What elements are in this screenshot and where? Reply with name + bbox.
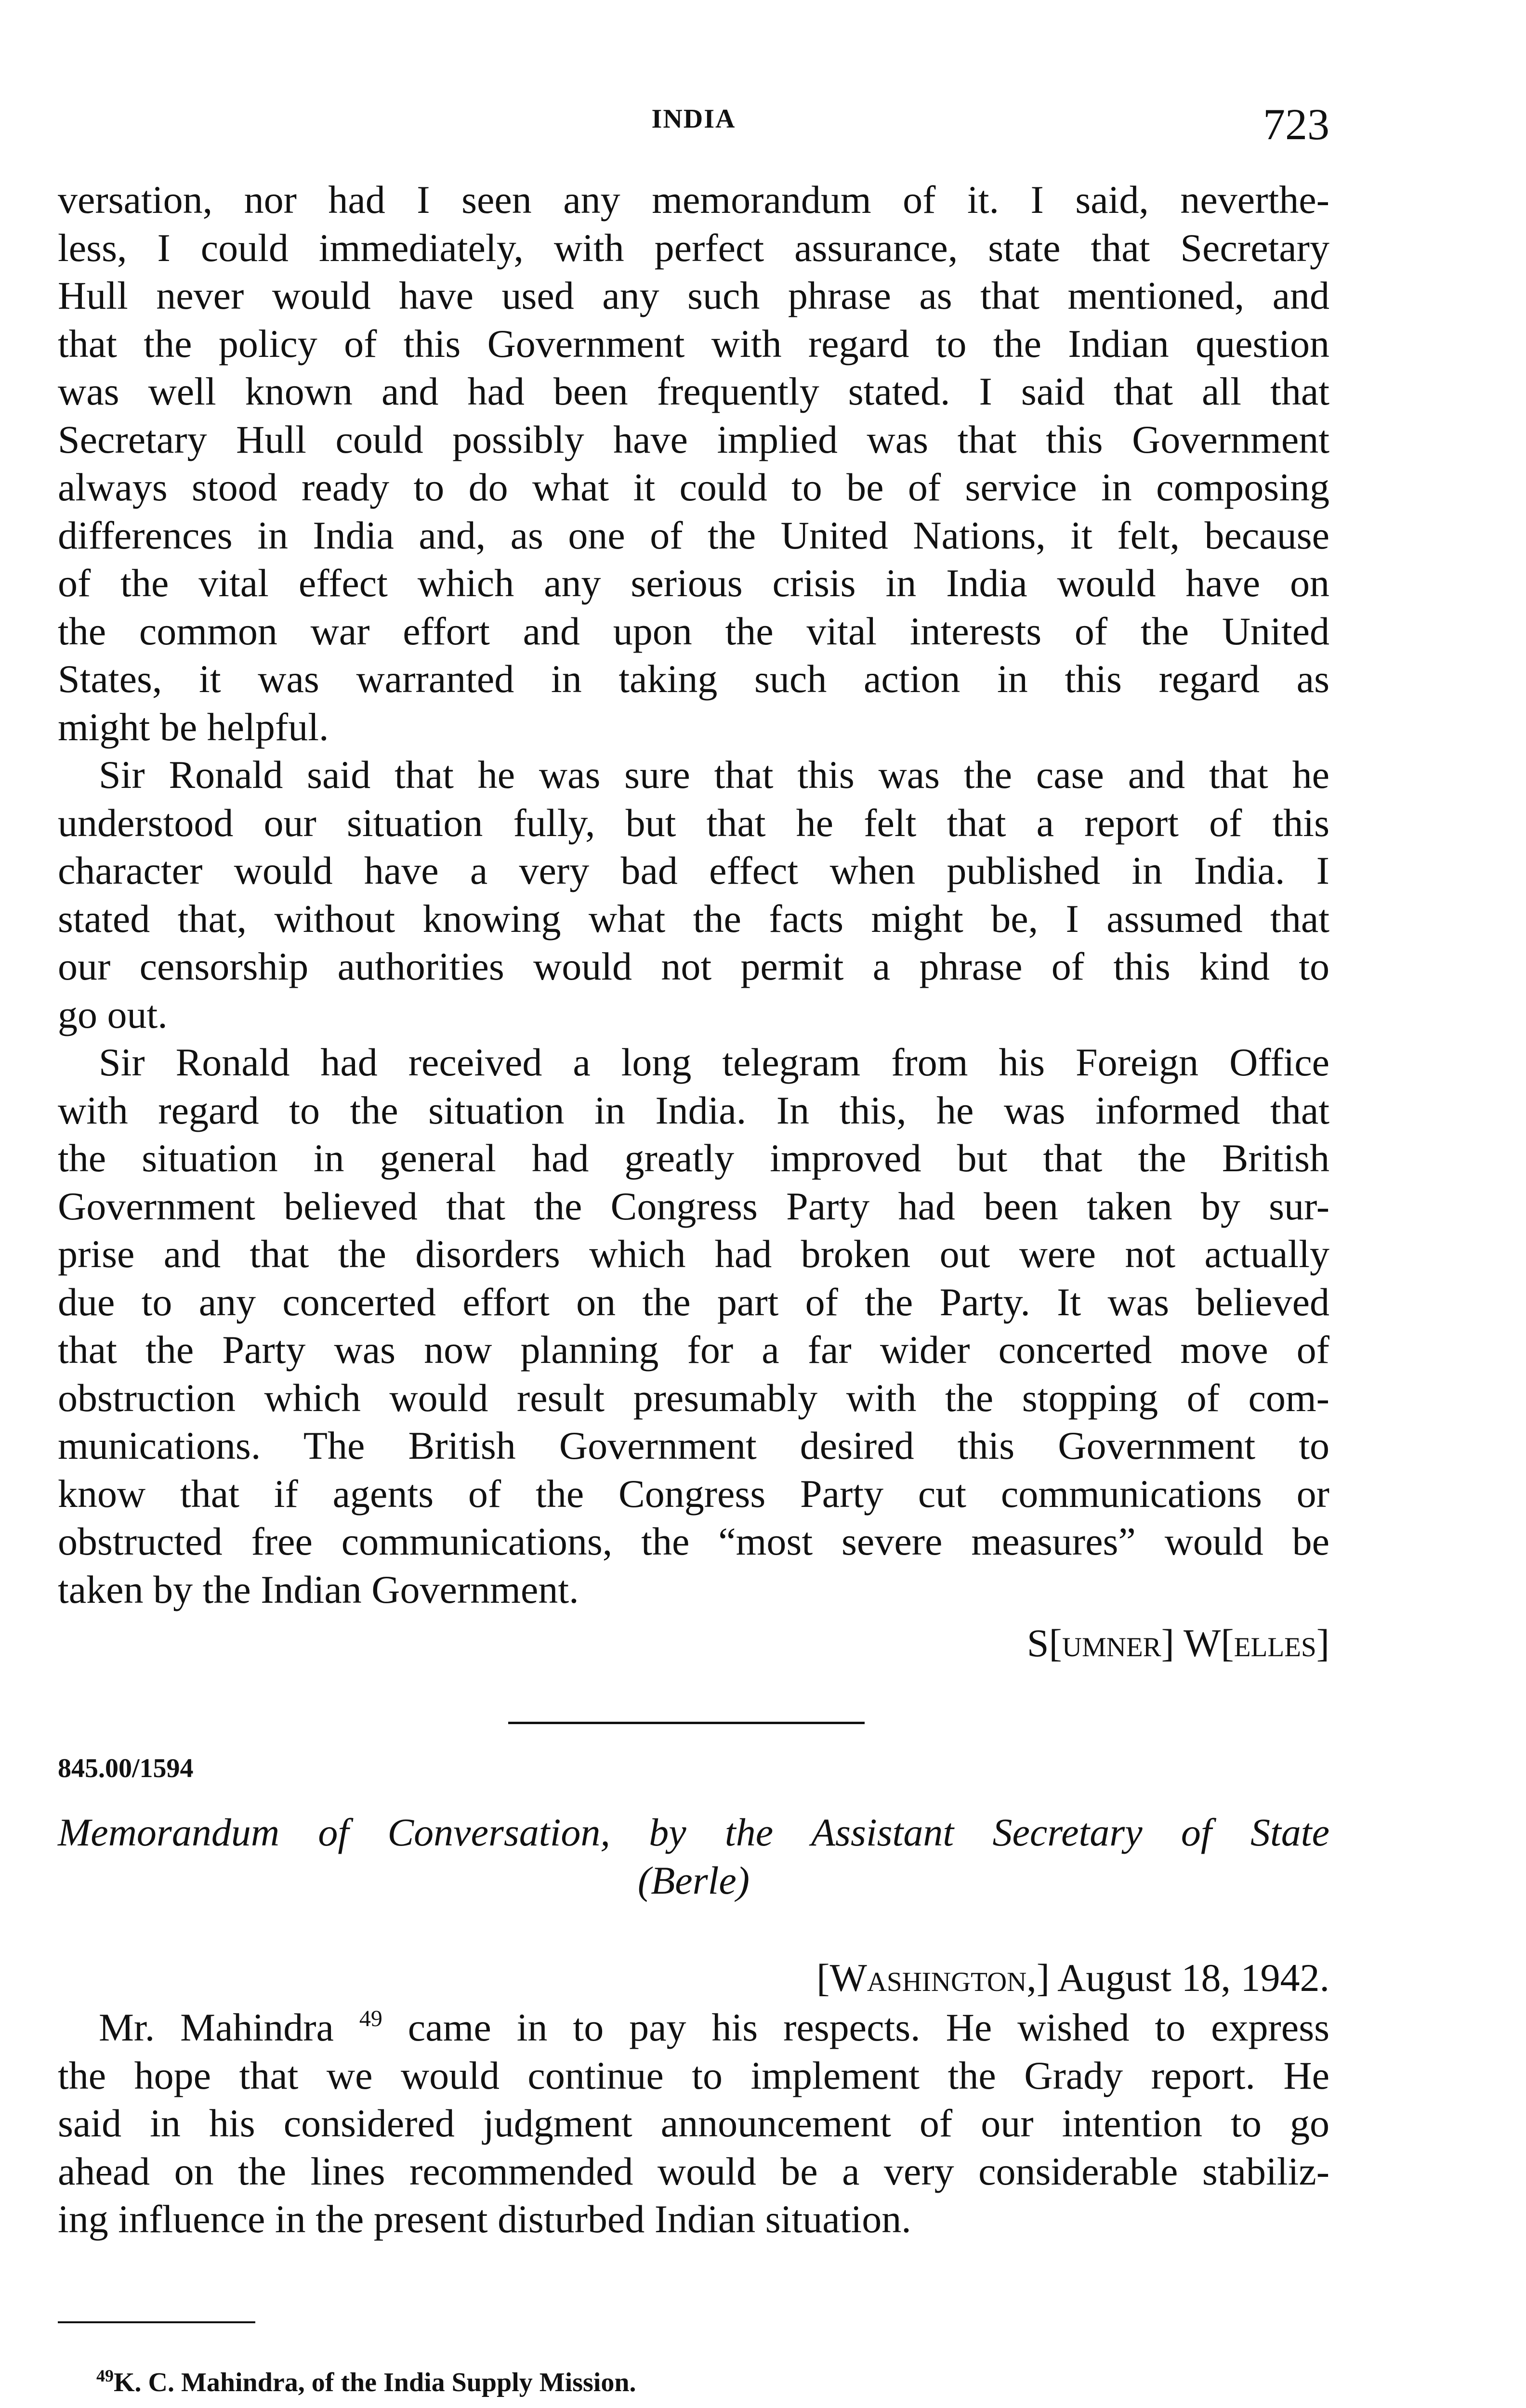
signature-part: ] W[ (1161, 1621, 1234, 1665)
text-line: munications. The British Government desired this Government to (58, 1424, 1329, 1467)
text-line: Sir Ronald had received a long telegram from his Foreign Office (99, 1040, 1329, 1084)
text-line: know that if agents of the Congress Party cut communications or (58, 1471, 1329, 1516)
footnote-number: 49 (96, 2366, 114, 2385)
text-line: might be helpful. (58, 705, 329, 749)
section-divider (508, 1722, 865, 1724)
text-line: the situation in general had greatly improved but that the British (58, 1136, 1329, 1180)
footnote-ref: 49 (359, 2006, 382, 2031)
text-line: said in his considered judgment announcement of our intention to go (58, 2101, 1329, 2145)
text-line: States, it was warranted in taking such action in this regard as (58, 657, 1329, 701)
footnote-rule (58, 2321, 255, 2323)
page-number: 723 (1263, 100, 1329, 149)
text-line: ahead on the lines recommended would be a very considerable stabiliz- (58, 2149, 1329, 2193)
section1-text (58, 176, 1329, 1613)
dateline-place: Washington (829, 1956, 1027, 2000)
text-line: obstructed free communications, the “most severe measures” would be (58, 1519, 1329, 1563)
text-line: Hull never would have used any such phrase as that mentioned, and (58, 274, 1329, 317)
text-line: with regard to the situation in India. In this, he was informed that (58, 1088, 1329, 1132)
text-line (58, 2003, 1329, 2052)
text-span: Mr. Mahindra (99, 2005, 334, 2049)
title-line: (Berle) (637, 1858, 750, 1902)
text-line: of the vital effect which any serious crisis in India would have on (58, 561, 1329, 605)
text-line: character would have a very bad effect when published in India. I (58, 849, 1329, 892)
text-line: stated that, without knowing what the facts might be, I assumed that (58, 896, 1329, 941)
text-line: taken by the Indian Government. (58, 1567, 579, 1611)
section2-text (58, 2003, 1329, 2243)
text-line: the hope that we would continue to implement the Grady report. He (58, 2053, 1329, 2097)
signature-part: S[ (1026, 1621, 1062, 1665)
running-head: INDIA (651, 104, 736, 134)
signature-part: elles (1234, 1621, 1316, 1665)
text-line: prise and that the disorders which had broken out were not actually (58, 1232, 1329, 1276)
text-line: was well known and had been frequently stated. I said that all that (58, 369, 1329, 413)
text-line: understood our situation fully, but that he felt that a report of this (58, 800, 1329, 845)
page-header (58, 99, 1329, 157)
text-line: always stood ready to do what it could to be of service in composing (58, 465, 1329, 509)
text-line: versation, nor had I seen any memorandum of it. I said, neverthe- (58, 178, 1329, 222)
text-line: differences in India and, as one of the United Nations, it felt, because (58, 513, 1329, 557)
text-line: obstruction which would result presumably with the stopping of com- (58, 1375, 1329, 1420)
text-line: Secretary Hull could possibly have implied was that this Government (58, 417, 1329, 461)
dateline-part: ,] August 18, 1942. (1026, 1956, 1329, 2000)
signature-part: ] (1316, 1621, 1329, 1665)
text-line: that the policy of this Government with regard to the Indian question (58, 321, 1329, 366)
footnote-text: K. C. Mahindra, of the India Supply Mission. (114, 2368, 636, 2397)
footnote (96, 2367, 636, 2398)
file-number: 845.00/1594 (58, 1754, 194, 1783)
text-line: our censorship authorities would not permit a phrase of this kind to (58, 944, 1329, 988)
text-line: Government believed that the Congress Party had been taken by sur- (58, 1184, 1329, 1228)
text-line: Sir Ronald said that he was sure that this was the case and that he (99, 753, 1329, 797)
dateline (58, 1955, 1329, 2001)
text-line: go out. (58, 992, 168, 1036)
text-line: due to any concerted effort on the part of the Party. It was believed (58, 1280, 1329, 1324)
signature-part: umner (1062, 1621, 1161, 1665)
signature (58, 1621, 1329, 1666)
dateline-part: [ (816, 1956, 830, 2000)
text-line: less, I could immediately, with perfect assurance, state that Secretary (58, 225, 1329, 270)
title-line: Memorandum of Conversation, by the Assistant Secretary of State (58, 1810, 1329, 1854)
text-line: ing influence in the present disturbed Indian situation. (58, 2197, 911, 2241)
document-title (58, 1808, 1329, 1905)
text-line: the common war effort and upon the vital interests of the United (58, 609, 1329, 653)
text-span: came in to pay his respects. He wished to express (408, 2005, 1330, 2049)
text-line: that the Party was now planning for a far wider concerted move of (58, 1328, 1329, 1372)
